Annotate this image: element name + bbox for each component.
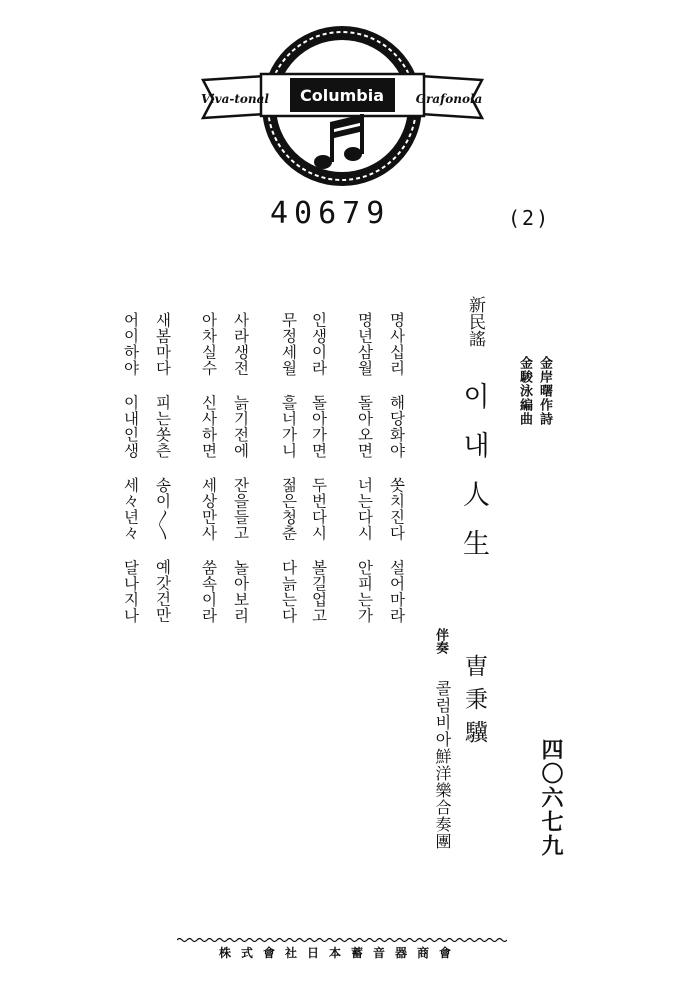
accompaniment-label: 伴奏: [433, 628, 448, 654]
accompaniment-name: 콜럼비아鮮洋樂合奏團: [433, 680, 452, 850]
lyric-line: 명사십리 해당화야 쏫치진다 설어마라: [387, 312, 406, 624]
singer-name: 曺秉驥: [461, 654, 487, 753]
columbia-logo-graphic: [195, 22, 490, 190]
catalog-number-cjk: 四〇六七九: [538, 738, 564, 858]
lyric-line: 무정세월 흘너가니 젊은청춘 다늙는다: [279, 312, 298, 624]
columbia-logo: [195, 22, 490, 190]
logo-brand-text: Columbia: [299, 86, 385, 105]
lyric-line: 아차실수 신사하면 세상만사 쑴속이라: [199, 312, 218, 624]
lyricist-credit: 金岸曙作詩: [537, 356, 552, 426]
logo-right-banner-text: Grafonola: [415, 92, 483, 106]
lyric-line: 인생이라 돌아가면 두번다시 볼길업고: [309, 312, 328, 624]
lyric-line: 어이하야 이내인생 세々년々 달나지나: [121, 312, 140, 624]
logo-left-banner-text: Viva-tonal: [201, 92, 269, 106]
lyric-line: 새봄마다 피는쏫츤 송이〳〵 예갓건만: [153, 312, 172, 623]
composer-credit: 金駿泳編曲: [517, 356, 532, 426]
record-number: 40679: [270, 196, 391, 231]
genre-label: 新民謠: [465, 296, 485, 347]
side-number: (2): [508, 206, 551, 230]
company-name: 株式會社日本蓄音器商會: [218, 946, 461, 960]
footer-divider: [177, 928, 507, 934]
song-title: 이내人生: [458, 382, 489, 578]
lyric-line: 명년삼월 돌아오면 너는다시 안피는가: [355, 312, 374, 624]
lyric-line: 사라생전 늙기전에 잔을들고 놀아보리: [231, 312, 250, 624]
